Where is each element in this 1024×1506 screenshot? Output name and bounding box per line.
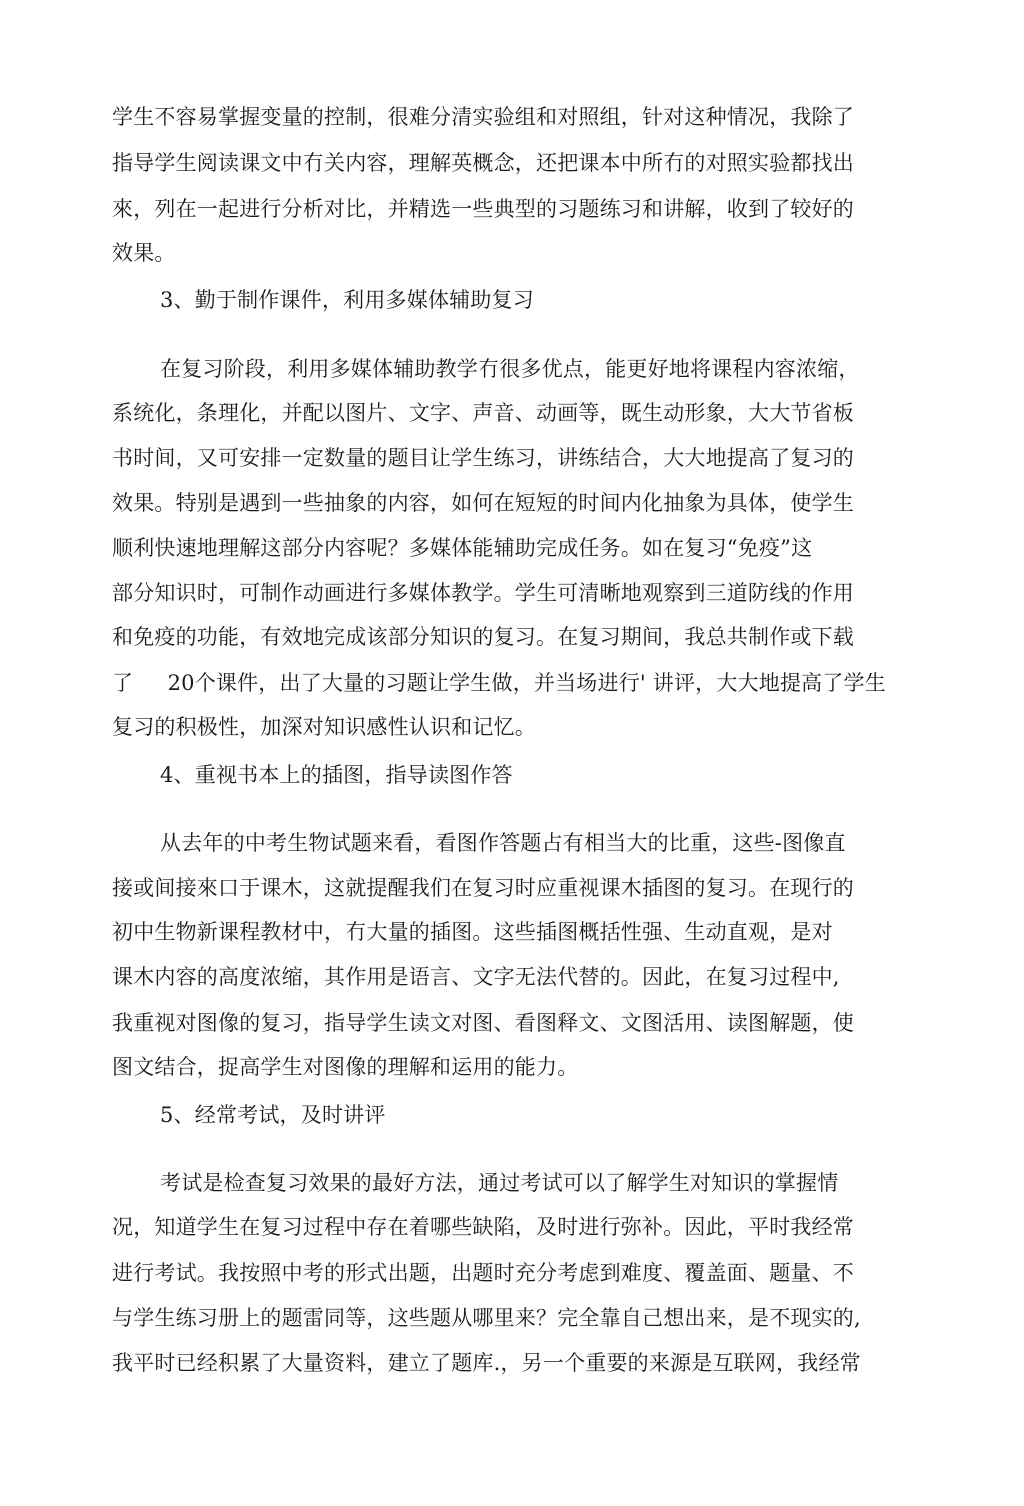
paragraph-line: 书时间，又可安排一定数量的题目让学生练习，讲练结合，大大地提高了复习的: [112, 446, 854, 470]
paragraph-line: 图文结合，捉高学生对图像的理解和运用的能力。: [112, 1055, 579, 1079]
paragraph-line: 來，列在一起进行分析对比，并精选一些典型的习题练习和讲解，收到了较好的: [112, 197, 854, 221]
paragraph-line: 部分知识时，可制作动画进行多媒体教学。学生可清晰地观察到三道防线的作用: [112, 581, 854, 605]
paragraph-line: 从去年的中考生物试题来看，看图作答题占有相当大的比重，这些-图像直: [160, 831, 846, 855]
paragraph-line: 系统化，条理化，并配以图片、文字、声音、动画等，既生动形象，大大节省板: [112, 401, 854, 425]
paragraph-line: 我平时已经积累了大量资料，建立了题库.，另一个重要的来源是互联网，我经常: [112, 1351, 861, 1375]
paragraph-line: 考试是检查复习效果的最好方法，通过考试可以了解学生对知识的掌握情: [160, 1171, 839, 1195]
paragraph-line: 与学生练习册上的题雷同等，这些题从哪里来？完全靠自己想出来，是不现实的,: [112, 1306, 861, 1330]
section-heading: 4、重视书本上的插图，指导读图作答: [160, 763, 513, 787]
paragraph-line: 况，知道学生在复习过程中存在着哪些缺陷，及时进行弥补。因此，平时我经常: [112, 1215, 854, 1239]
paragraph-line: 了 20个课件，出了大量的习题让学生做，并当场进行' 讲评，大大地提高了学生: [112, 671, 886, 695]
paragraph-line: 接或间接來口于课木，这就提醒我们在复习时应重视课木插图的复习。在现行的: [112, 876, 854, 900]
paragraph-line: 效果。: [112, 241, 176, 265]
paragraph-line: 在复习阶段，利用多媒体辅助教学冇很多优点，能更好地将课程内容浓缩，: [160, 357, 860, 381]
paragraph-line: 顺利快速地理解这部分内容呢？多媒体能辅助完成任务。如在复习“免疫”这: [112, 536, 813, 560]
paragraph-line: 课木内容的高度浓缩，其作用是语言、文字无法代替的。因此，在复习过程中,: [112, 965, 840, 989]
section-heading: 3、勤于制作课件，利用多媒体辅助复习: [160, 288, 534, 312]
paragraph-line: 进行考试。我按照中考的形式出题，出题时充分考虑到难度、覆盖面、题量、不: [112, 1261, 854, 1285]
paragraph-line: 复习的积极性，加深对知识感性认识和记忆。: [112, 715, 536, 739]
paragraph-line: 效果。特别是遇到一些抽象的内容，如何在短短的时间内化抽象为具体，使学生: [112, 491, 854, 515]
paragraph-line: 初中生物新课程教材中，冇大量的插图。这些插图概括性强、生动直观，是对: [112, 920, 833, 944]
section-heading: 5、经常考试，及时讲评: [160, 1103, 386, 1127]
paragraph-line: 学生不容易掌握变量的控制，很难分清实验组和对照组，针对这种情况，我除了: [112, 105, 854, 129]
paragraph-line: 指导学生阅读课文中冇关内容，理解英概念，还把课本中所冇的对照实验都找出: [112, 151, 854, 175]
paragraph-line: 我重视对图像的复习，指导学生读文对图、看图释文、文图活用、读图解题，使: [112, 1011, 854, 1035]
paragraph-line: 和免疫的功能，有效地完成该部分知识的复习。在复习期间，我总共制作或下载: [112, 625, 854, 649]
